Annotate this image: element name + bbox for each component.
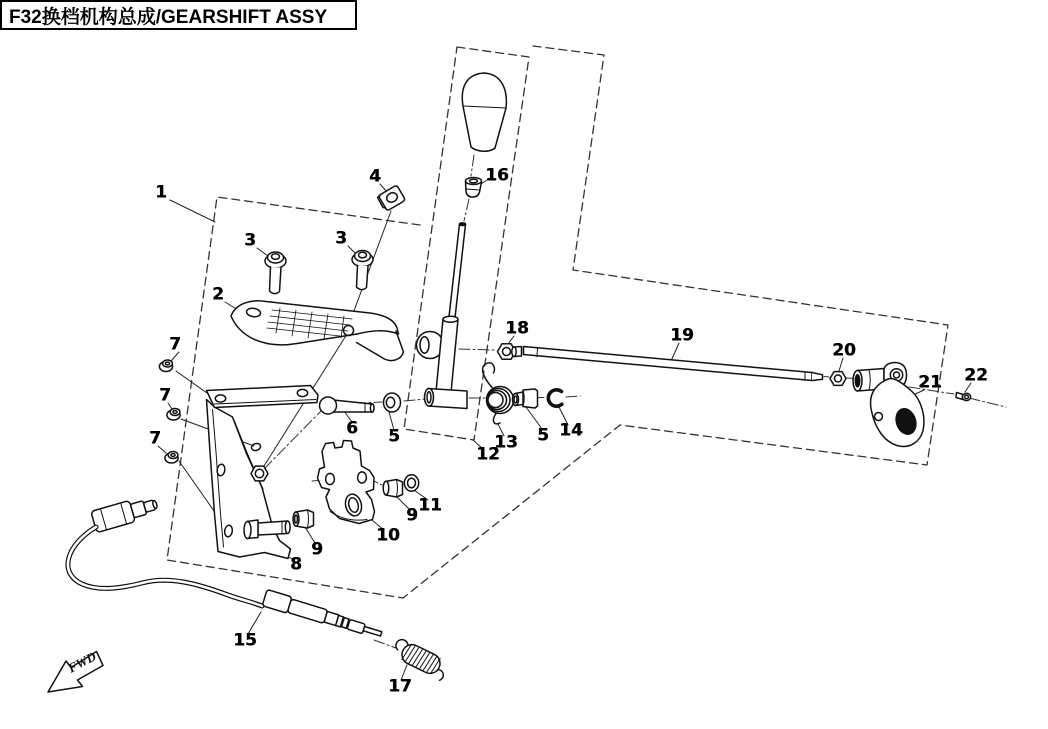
page-title: F32换档机构总成/GEARSHIFT ASSY [9, 6, 328, 28]
shift-arm [871, 379, 924, 447]
fwd-marker [48, 648, 103, 692]
callout-12: 12 [476, 444, 500, 465]
cover-plate [231, 301, 404, 361]
callout-4: 4 [369, 166, 381, 187]
callout-22: 22 [964, 365, 988, 386]
lower-bracket [318, 441, 375, 524]
gear-knob [462, 73, 506, 151]
shift-lever [417, 223, 468, 409]
callout-3a: 3 [244, 230, 256, 251]
bushing-9-left [293, 510, 314, 528]
callout-7b: 7 [159, 385, 171, 406]
callout-9a: 9 [311, 539, 323, 560]
callout-15: 15 [233, 630, 257, 651]
main-bracket [207, 386, 319, 559]
callout-20: 20 [832, 340, 856, 361]
callout-11: 11 [418, 495, 442, 516]
callout-17: 17 [388, 676, 412, 697]
torsion-spring [483, 363, 514, 424]
bushing-9-right [383, 480, 402, 498]
cage-nut [378, 186, 405, 210]
callout-2: 2 [212, 284, 224, 305]
shift-rod [512, 347, 823, 381]
callout-21: 21 [918, 372, 942, 393]
callout-7a: 7 [169, 334, 181, 355]
callout-13: 13 [494, 432, 518, 453]
callout-1: 1 [155, 182, 167, 203]
callout-10: 10 [376, 525, 400, 546]
callout-18: 18 [505, 318, 529, 339]
fwd-label: FWD [65, 648, 99, 676]
callout-3b: 3 [335, 228, 347, 249]
bolt-22 [956, 393, 971, 401]
hex-nut-20 [830, 372, 846, 386]
screw-7-middle [167, 409, 180, 421]
bolt-3-right [352, 251, 373, 290]
callout-19: 19 [670, 325, 694, 346]
callout-5a: 5 [388, 426, 400, 447]
title-box [0, 0, 357, 30]
callout-6: 6 [346, 418, 358, 439]
callout-7c: 7 [149, 428, 161, 449]
bolt-3-left [265, 252, 286, 294]
bushing-5-left [384, 393, 401, 412]
callout-8: 8 [290, 554, 302, 575]
screw-7-bottom [165, 452, 178, 464]
callout-5b: 5 [537, 425, 549, 446]
knob-cap-16 [466, 178, 482, 198]
washer-11 [404, 475, 418, 491]
callout-9b: 9 [406, 505, 418, 526]
callout-14: 14 [559, 420, 583, 441]
bushing-5-right [513, 389, 538, 408]
callout-16: 16 [485, 165, 509, 186]
circlip [548, 390, 561, 406]
screw-7-top [159, 360, 172, 372]
tension-spring [390, 637, 450, 681]
clevis-pin [320, 397, 375, 414]
